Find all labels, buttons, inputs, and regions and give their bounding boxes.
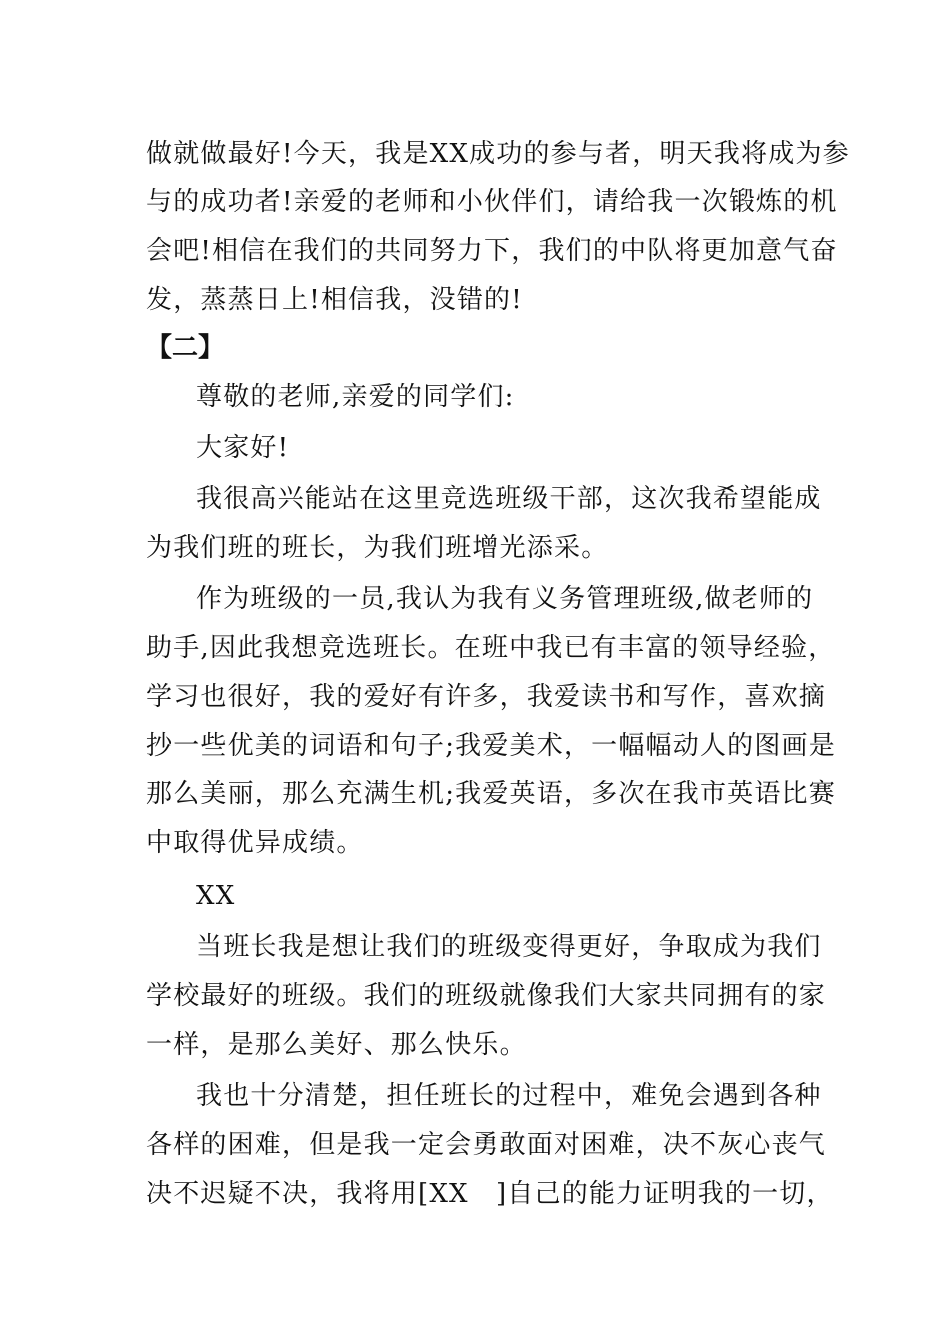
text-line: 各样的困难，但是我一定会勇敢面对困难，决不灰心丧气	[146, 1130, 827, 1160]
greeting-line: 尊敬的老师,亲爱的同学们:	[196, 382, 515, 412]
text-line: 决不迟疑不决，我将用[XX ]自己的能力证明我的一切，	[146, 1179, 834, 1209]
placeholder-line: XX	[196, 881, 236, 911]
text-line: 学校最好的班级。我们的班级就像我们大家共同拥有的家	[146, 981, 827, 1011]
text-line: 一样，是那么美好、那么快乐。	[146, 1030, 527, 1060]
text-line: 学习也很好，我的爱好有许多，我爱读书和写作，喜欢摘	[146, 682, 827, 712]
text-line: 我很高兴能站在这里竞选班级干部，这次我希望能成	[196, 484, 822, 514]
text-line: 作为班级的一员,我认为我有义务管理班级,做老师的	[196, 584, 814, 614]
text-line: 做就做最好!今天，我是XX成功的参与者，明天我将成为参	[146, 139, 850, 169]
text-line: 发，蒸蒸日上!相信我，没错的!	[146, 285, 523, 315]
text-line: 中取得优异成绩。	[146, 828, 364, 858]
text-line: 我也十分清楚，担任班长的过程中，难免会遇到各种	[196, 1081, 822, 1111]
text-line: 会吧!相信在我们的共同努力下，我们的中队将更加意气奋	[146, 236, 838, 266]
text-line: 助手,因此我想竞选班长。在班中我已有丰富的领导经验，	[146, 633, 836, 663]
hello-line: 大家好!	[196, 433, 290, 463]
text-line: 当班长我是想让我们的班级变得更好，争取成为我们	[196, 932, 822, 962]
text-line: 为我们班的班长，为我们班增光添采。	[146, 533, 609, 563]
text-line: 抄一些优美的词语和句子;我爱美术，一幅幅动人的图画是	[146, 731, 836, 761]
text-line: 那么美丽，那么充满生机;我爱英语，多次在我市英语比赛	[146, 779, 836, 809]
section-heading: 【二】	[146, 333, 225, 363]
text-line: 与的成功者!亲爱的老师和小伙伴们，请给我一次锻炼的机	[146, 187, 838, 217]
